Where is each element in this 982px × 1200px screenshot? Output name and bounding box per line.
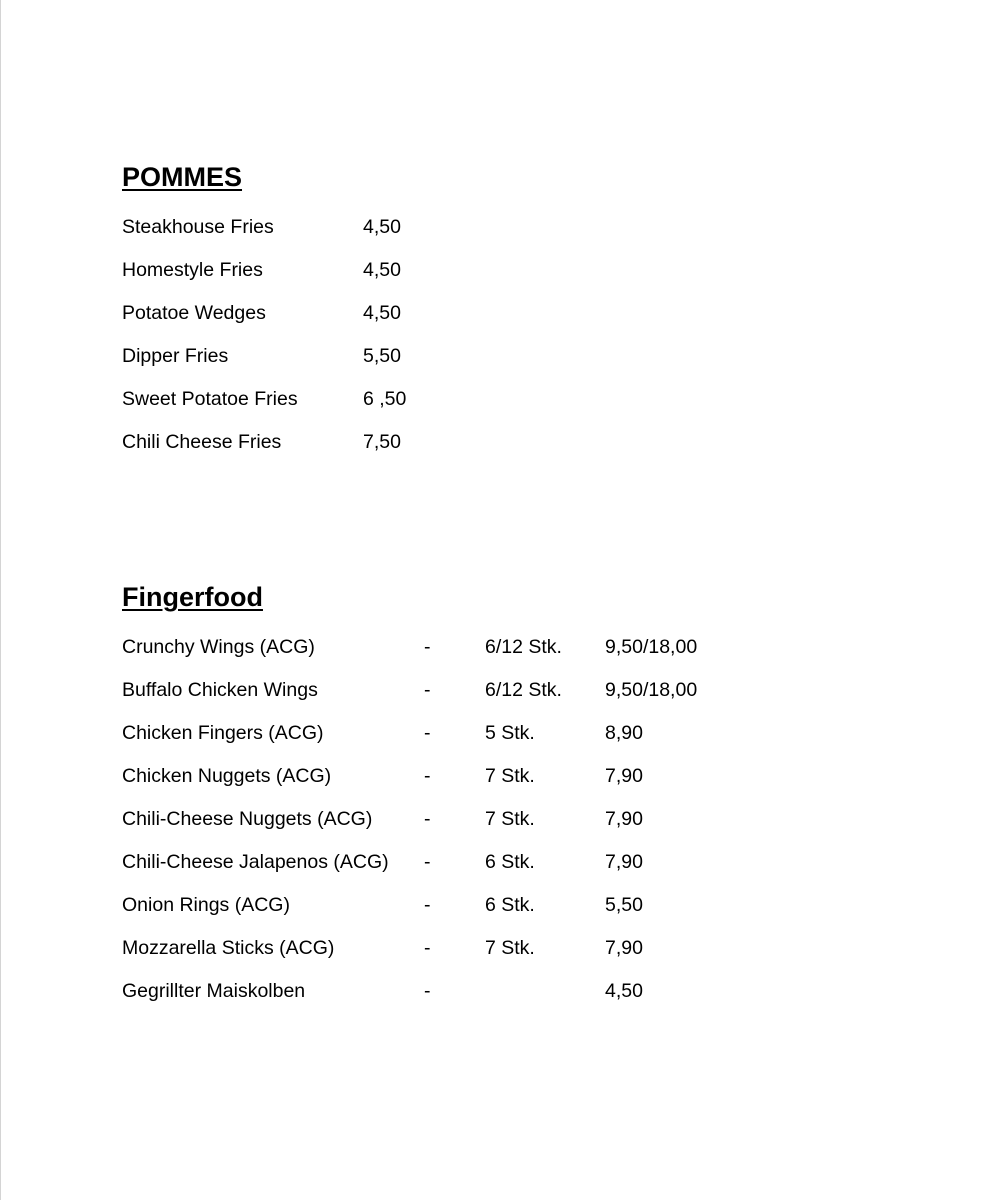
item-quantity: 7 Stk. <box>485 765 535 787</box>
item-dash: - <box>424 851 431 873</box>
item-price: 4,50 <box>363 259 401 281</box>
menu-item <box>0 341 982 371</box>
page-edge <box>0 0 1 1200</box>
menu-item <box>0 298 982 328</box>
item-dash: - <box>424 722 431 744</box>
menu-item <box>0 212 982 242</box>
item-price: 4,50 <box>363 302 401 324</box>
item-quantity: 6/12 Stk. <box>485 679 562 701</box>
item-name: Mozzarella Sticks (ACG) <box>122 937 335 959</box>
item-name: Crunchy Wings (ACG) <box>122 636 315 658</box>
menu-item <box>0 890 982 920</box>
item-price: 9,50/18,00 <box>605 636 698 658</box>
item-dash: - <box>424 894 431 916</box>
item-dash: - <box>424 636 431 658</box>
item-name: Sweet Potatoe Fries <box>122 388 298 410</box>
item-name: Buffalo Chicken Wings <box>122 679 318 701</box>
item-name: Potatoe Wedges <box>122 302 266 324</box>
item-quantity: 7 Stk. <box>485 808 535 830</box>
fingerfood-title: Fingerfood <box>122 582 263 612</box>
item-dash: - <box>424 765 431 787</box>
item-price: 5,50 <box>363 345 401 367</box>
item-name: Chili-Cheese Nuggets (ACG) <box>122 808 373 830</box>
item-quantity: 5 Stk. <box>485 722 535 744</box>
menu-item <box>0 384 982 414</box>
item-quantity: 6 Stk. <box>485 894 535 916</box>
item-name: Chicken Fingers (ACG) <box>122 722 324 744</box>
item-price: 7,90 <box>605 808 643 830</box>
item-price: 9,50/18,00 <box>605 679 698 701</box>
item-name: Chicken Nuggets (ACG) <box>122 765 332 787</box>
item-name: Gegrillter Maiskolben <box>122 980 306 1002</box>
item-price: 7,90 <box>605 937 643 959</box>
item-price: 6 ,50 <box>363 388 407 410</box>
item-name: Chili Cheese Fries <box>122 431 282 453</box>
item-quantity: 6 Stk. <box>485 851 535 873</box>
item-name: Chili-Cheese Jalapenos (ACG) <box>122 851 389 873</box>
item-price: 8,90 <box>605 722 643 744</box>
item-dash: - <box>424 679 431 701</box>
item-price: 7,50 <box>363 431 401 453</box>
menu-item <box>0 847 982 877</box>
menu-item <box>0 976 982 1006</box>
pommes-title: POMMES <box>122 162 243 192</box>
item-price: 7,90 <box>605 851 643 873</box>
item-price: 4,50 <box>605 980 643 1002</box>
item-price: 5,50 <box>605 894 643 916</box>
item-name: Dipper Fries <box>122 345 229 367</box>
item-name: Steakhouse Fries <box>122 216 274 238</box>
menu-item <box>0 933 982 963</box>
item-quantity: 7 Stk. <box>485 937 535 959</box>
menu-item <box>0 804 982 834</box>
item-price: 7,90 <box>605 765 643 787</box>
item-dash: - <box>424 937 431 959</box>
menu-item <box>0 427 982 457</box>
menu-item <box>0 255 982 285</box>
menu-item <box>0 632 982 662</box>
item-name: Onion Rings (ACG) <box>122 894 290 916</box>
menu-item <box>0 761 982 791</box>
item-dash: - <box>424 980 431 1002</box>
item-price: 4,50 <box>363 216 401 238</box>
menu-item <box>0 675 982 705</box>
item-name: Homestyle Fries <box>122 259 263 281</box>
item-dash: - <box>424 808 431 830</box>
menu-item <box>0 718 982 748</box>
item-quantity: 6/12 Stk. <box>485 636 562 658</box>
